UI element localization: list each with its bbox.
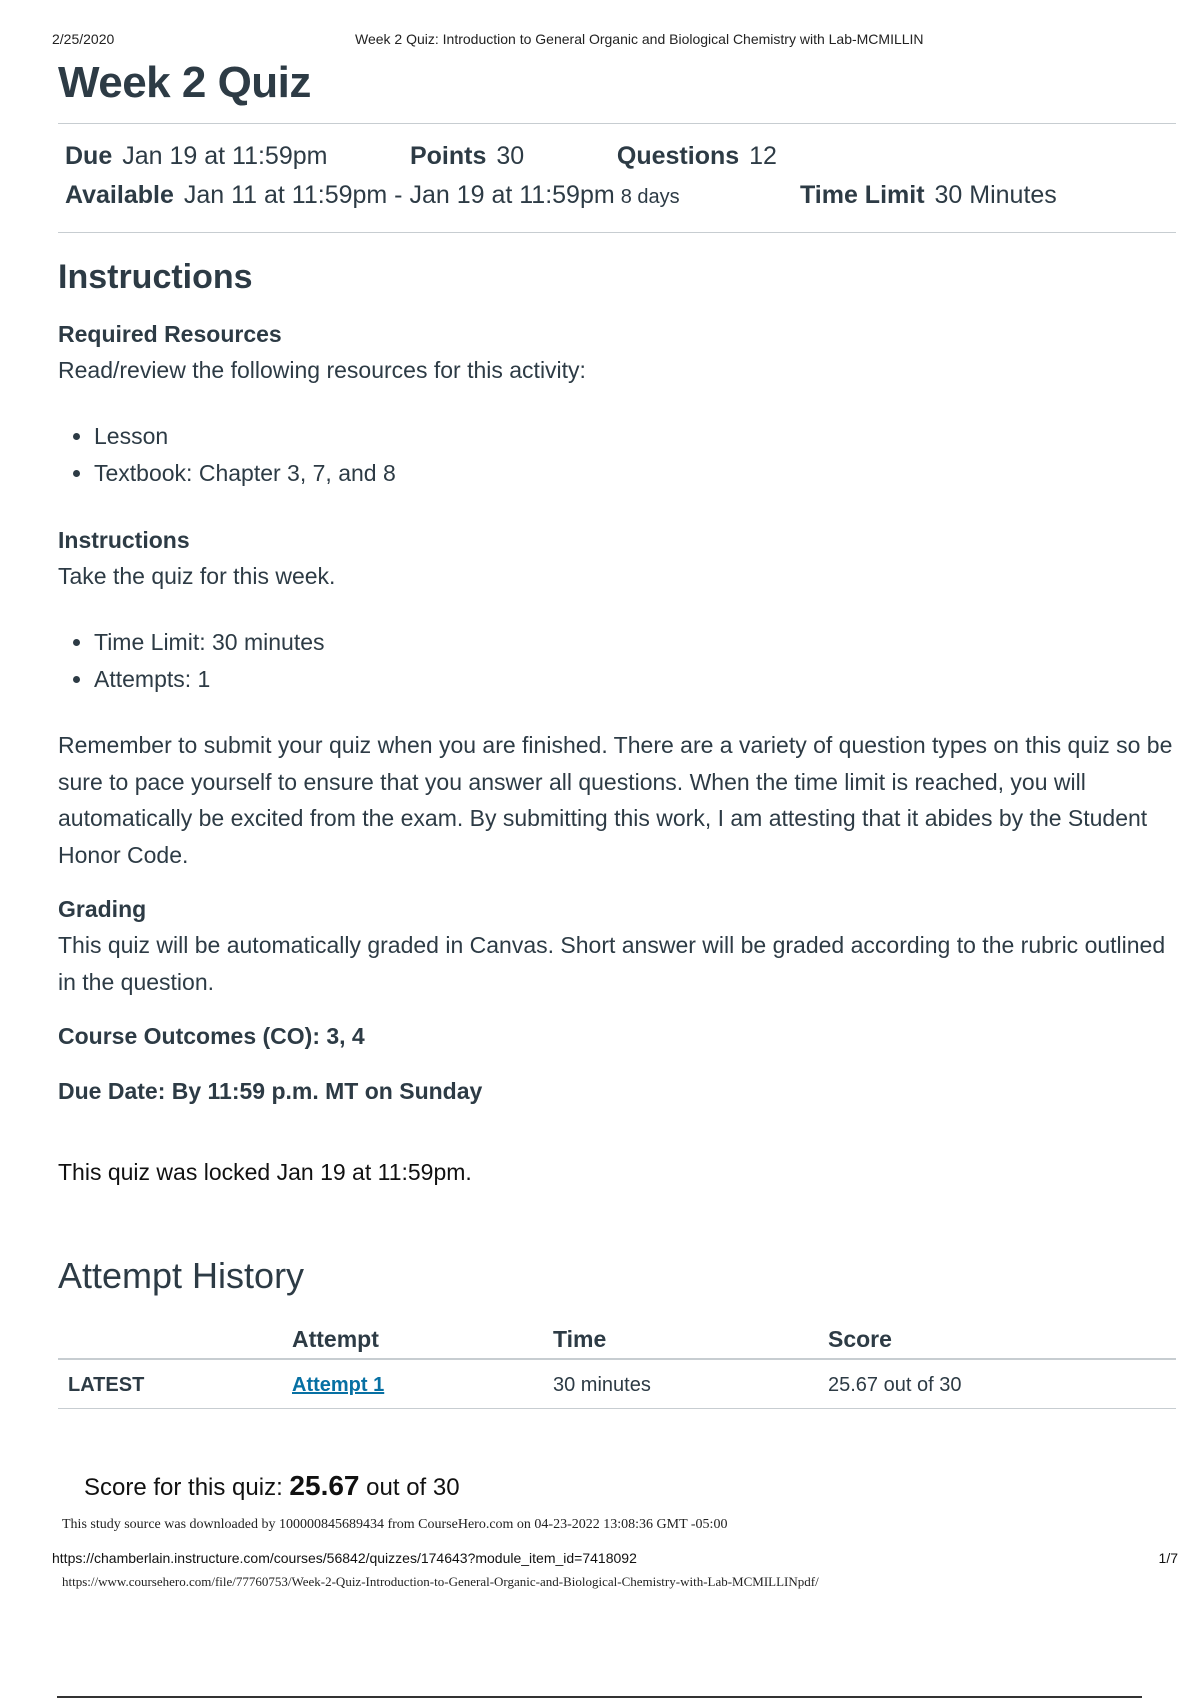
- points-detail: [410, 142, 610, 171]
- table-header: [58, 1318, 1176, 1360]
- questions-detail: [617, 142, 777, 171]
- print-header: [52, 28, 1120, 48]
- instructions-intro: Take the quiz for this week.: [58, 563, 336, 589]
- due-label: Due: [65, 142, 113, 170]
- column-header-attempt: Attempt: [292, 1326, 379, 1352]
- score-prefix: Score for this quiz:: [84, 1474, 283, 1501]
- required-resources-heading: Required Resources: [58, 321, 282, 347]
- reminder-paragraph: Remember to submit your quiz when you are finished. There are a variety of question types on this quiz so be sure to pace yourself to ensure that you answer all questions. When the time limit is reached, you will automatically be excited from the exam. By submitting this work, I am attesting that it abides by the Student Honor Code.: [58, 732, 1173, 868]
- print-document-title: Week 2 Quiz: Introduction to General Organic and Biological Chemistry with Lab-MCMILLIN: [355, 31, 924, 47]
- list-item: • Time Limit: 30 minutes: [94, 624, 325, 661]
- available-label: Available: [65, 181, 174, 209]
- instructions-heading: Instructions: [58, 258, 253, 296]
- attempt-history-table: [58, 1318, 1176, 1409]
- grading-heading: Grading: [58, 896, 147, 922]
- questions-label: Questions: [616, 142, 740, 170]
- instructions-subheading: Instructions: [58, 527, 190, 553]
- list-item: • Attempts: 1: [94, 661, 325, 698]
- attempt-history-heading: Attempt History: [58, 1255, 305, 1296]
- column-header-time: Time: [553, 1326, 607, 1352]
- time-limit-value: 30 Minutes: [934, 181, 1057, 209]
- attempt-status: LATEST: [68, 1374, 145, 1396]
- points-label: Points: [409, 142, 487, 170]
- print-date: 2/25/2020: [52, 31, 115, 47]
- points-value: 30: [496, 142, 525, 170]
- page-title: Week 2 Quiz: [58, 58, 311, 107]
- available-days: 8 days: [620, 186, 680, 208]
- list-item: • Textbook: Chapter 3, 7, and 8: [94, 455, 396, 492]
- resources-list: [70, 418, 396, 491]
- divider: [58, 123, 1176, 124]
- instructions-list: [70, 624, 325, 697]
- due-detail: [65, 142, 403, 171]
- grading-paragraph: This quiz will be automatically graded in Canvas. Short answer will be graded according to the rubric outlined in the question.: [58, 932, 1166, 995]
- available-detail: [65, 181, 793, 210]
- attempt-score: 25.67 out of 30: [828, 1374, 962, 1396]
- divider: [58, 232, 1176, 233]
- locked-notice: This quiz was locked Jan 19 at 11:59pm.: [58, 1159, 472, 1185]
- download-source-notice: This study source was downloaded by 100000845689434 from CourseHero.com on 04-23-2022 13:08:36 GMT -05:00: [62, 1517, 728, 1532]
- quiz-details-row-1: [65, 142, 777, 171]
- time-limit-detail: [800, 181, 1057, 210]
- course-outcomes: Course Outcomes (CO): 3, 4: [58, 1023, 365, 1049]
- available-value: Jan 11 at 11:59pm - Jan 19 at 11:59pm: [183, 181, 615, 209]
- score-value: 25.67: [289, 1470, 360, 1501]
- table-row: [58, 1360, 1176, 1409]
- source-file-url: https://www.coursehero.com/file/77760753/Week-2-Quiz-Introduction-to-General-Organic-and-Biological-Chemistry-with-Lab-MCMILLINpdf/: [62, 1574, 819, 1589]
- quiz-details-row-2: [65, 181, 1057, 210]
- column-header-score: Score: [828, 1326, 892, 1352]
- attempt-link[interactable]: Attempt 1: [292, 1374, 385, 1396]
- due-value: Jan 19 at 11:59pm: [122, 142, 328, 170]
- page-number: 1/7: [1158, 1550, 1178, 1566]
- list-item: • Lesson: [94, 418, 396, 455]
- attempt-time: 30 minutes: [553, 1374, 651, 1396]
- page-url: https://chamberlain.instructure.com/courses/56842/quizzes/174643?module_item_id=7418092: [52, 1550, 637, 1566]
- required-resources-intro: Read/review the following resources for this activity:: [58, 357, 586, 383]
- questions-value: 12: [749, 142, 777, 170]
- score-suffix: out of 30: [366, 1474, 460, 1501]
- due-date-note: Due Date: By 11:59 p.m. MT on Sunday: [58, 1078, 483, 1104]
- divider: [57, 1696, 1142, 1698]
- quiz-score: [84, 1470, 460, 1502]
- time-limit-label: Time Limit: [799, 181, 925, 209]
